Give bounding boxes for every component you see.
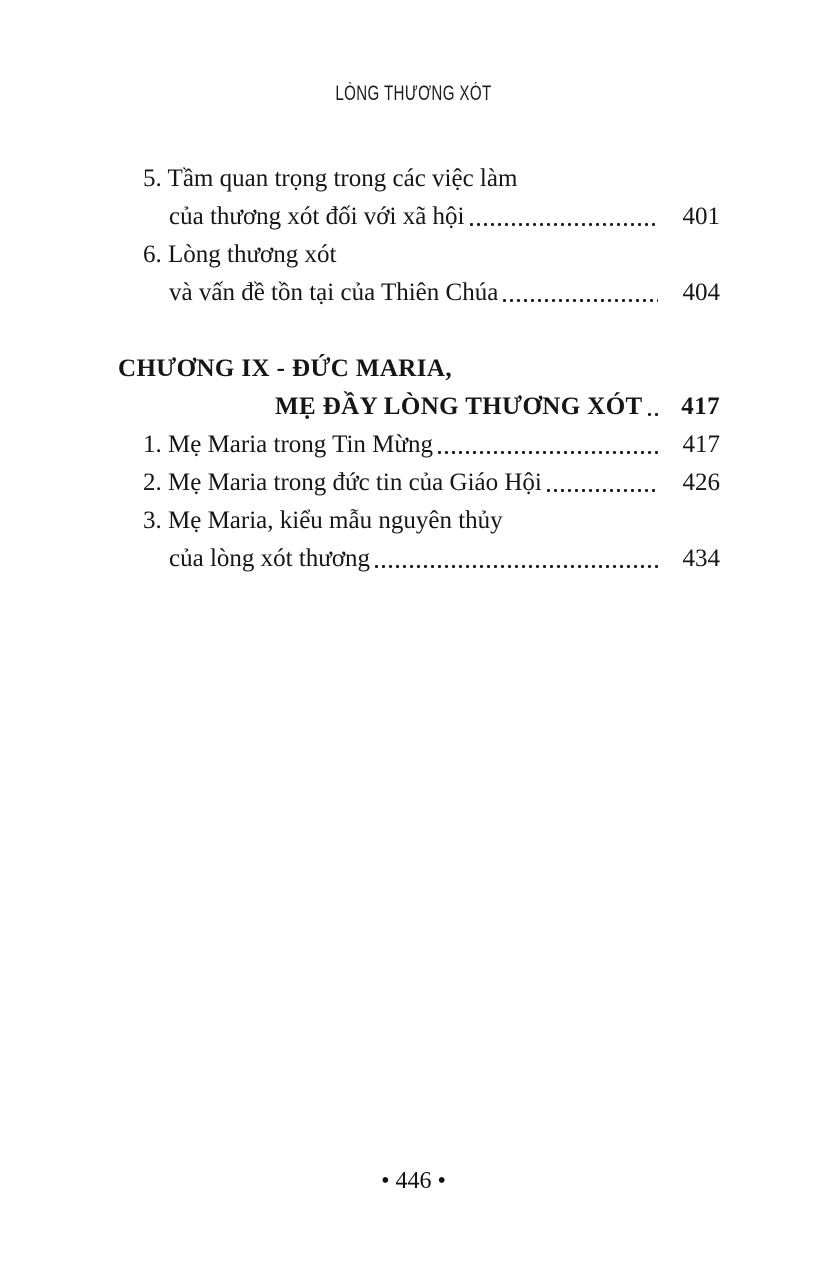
entry-text: 5. Tầm quan trọng trong các việc làm	[143, 165, 518, 192]
table-of-contents	[118, 160, 720, 578]
page-number: 404	[682, 279, 720, 306]
blank-line	[118, 312, 720, 350]
page-number: 401	[682, 203, 720, 230]
entry-text: 1. Mẹ Maria trong Tin Mừng	[143, 431, 433, 458]
toc-entry	[118, 236, 720, 312]
entry-text: 2. Mẹ Maria trong đức tin của Giáo Hội	[143, 469, 542, 496]
entry-text: 3. Mẹ Maria, kiểu mẫu nguyên thủy	[143, 507, 503, 534]
dot-leader	[436, 450, 658, 455]
toc-line	[118, 426, 720, 464]
entry-text: của lòng xót thương	[169, 545, 371, 572]
entry-text: 6. Lòng thương xót	[143, 241, 337, 268]
page-number: 417	[681, 393, 720, 420]
toc-line	[118, 464, 720, 502]
toc-line	[118, 388, 720, 426]
running-header	[0, 82, 827, 106]
chapter-title-line2: MẸ ĐẦY LÒNG THƯƠNG XÓT	[275, 393, 643, 420]
toc-line	[118, 350, 720, 388]
page-number: 417	[682, 431, 720, 458]
page-footer	[0, 1168, 827, 1195]
toc-entry	[118, 502, 720, 578]
dot-leader	[468, 222, 658, 227]
dot-leader	[545, 488, 658, 493]
chapter-title-line1: CHƯƠNG IX - ĐỨC MARIA,	[118, 355, 452, 382]
toc-line	[118, 236, 720, 274]
running-header-title: LÒNG THƯƠNG XÓT	[335, 82, 492, 105]
folio-page-number: • 446 •	[381, 1168, 446, 1194]
toc-line	[118, 274, 720, 312]
entry-text: và vấn đề tồn tại của Thiên Chúa	[169, 279, 499, 306]
toc-line	[118, 502, 720, 540]
page-number: 426	[682, 469, 720, 496]
dot-leader	[646, 412, 658, 417]
dot-leader	[373, 564, 658, 569]
page-number: 434	[682, 545, 720, 572]
toc-line	[118, 198, 720, 236]
chapter-heading	[118, 350, 720, 426]
entry-text: của thương xót đối với xã hội	[169, 203, 465, 230]
toc-entry	[118, 160, 720, 236]
dot-leader	[501, 298, 658, 303]
toc-line	[118, 160, 720, 198]
toc-line	[118, 540, 720, 578]
toc-entry	[118, 464, 720, 502]
toc-entry	[118, 426, 720, 464]
